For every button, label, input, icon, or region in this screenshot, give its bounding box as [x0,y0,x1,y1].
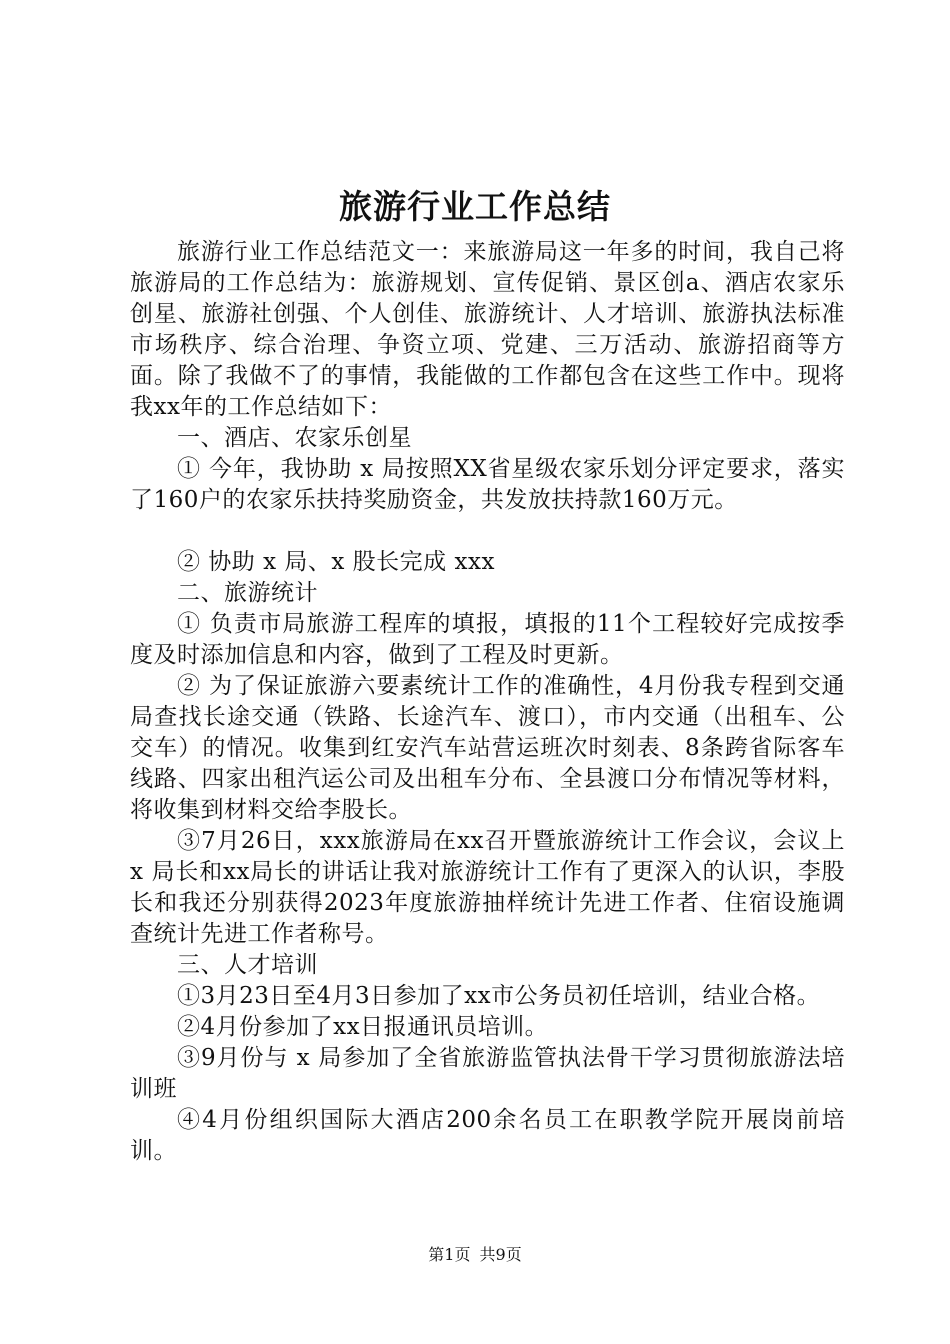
paragraph-training-item-3: ③9月份与 x 局参加了全省旅游监管执法骨干学习贯彻旅游法培训班 [130,1045,845,1102]
section-heading-statistics: 二、旅游统计 [177,580,318,606]
document-body [130,237,845,1167]
paragraph-statistics-item-3: ③7月26日，xxx旅游局在xx召开暨旅游统计工作会议，会议上 x 局长和xx局长的讲话让我对旅游统计工作有了更深入的认识，李股长和我还分别获得2023年度旅游抽样统计先进工作者、住宿设施调查统计先进工作者称号。 [130,828,845,947]
page-footer [0,1243,950,1267]
paragraph-statistics-item-2: ② 为了保证旅游六要素统计工作的准确性，4月份我专程到交通局查找长途交通（铁路、长途汽车、渡口），市内交通（出租车、公交车）的情况。收集到红安汽车站营运班次时刻表、8条跨省际客车线路、四家出租汽运公司及出租车分布、全县渡口分布情况等材料，将收集到材料交给李股长。 [130,673,845,823]
paragraph-statistics-item-1: ① 负责市局旅游工程库的填报，填报的11个工程较好完成按季度及时添加信息和内容，做到了工程及时更新。 [130,611,845,668]
paragraph-intro: 旅游行业工作总结范文一：来旅游局这一年多的时间，我自己将旅游局的工作总结为：旅游规划、宣传促销、景区创a、酒店农家乐创星、旅游社创强、个人创佳、旅游统计、人才培训、旅游执法标准市场秩序、综合治理、争资立项、党建、三万活动、旅游招商等方面。除了我做不了的事情，我能做的工作都包含在这些工作中。现将我xx年的工作总结如下： [130,239,845,420]
page-number-total: 共9页 [479,1245,522,1264]
paragraph-training-item-4: ④4月份组织国际大酒店200余名员工在职教学院开展岗前培训。 [130,1107,845,1164]
section-heading-hotel: 一、酒店、农家乐创星 [177,425,412,451]
section-heading-training: 三、人才培训 [177,952,318,978]
paragraph-training-item-1: ①3月23日至4月3日参加了xx市公务员初任培训，结业合格。 [177,983,821,1009]
page-title: 旅游行业工作总结 [339,187,611,226]
paragraph-hotel-item-1: ① 今年，我协助 x 局按照XX省星级农家乐划分评定要求，落实了160户的农家乐扶持奖励资金，共发放扶持款160万元。 [130,456,845,513]
page-number-current: 第1页 [428,1245,471,1264]
paragraph-training-item-2: ②4月份参加了xx日报通讯员培训。 [177,1014,549,1040]
paragraph-hotel-item-2: ② 协助 x 局、x 股长完成 xxx [177,549,495,575]
